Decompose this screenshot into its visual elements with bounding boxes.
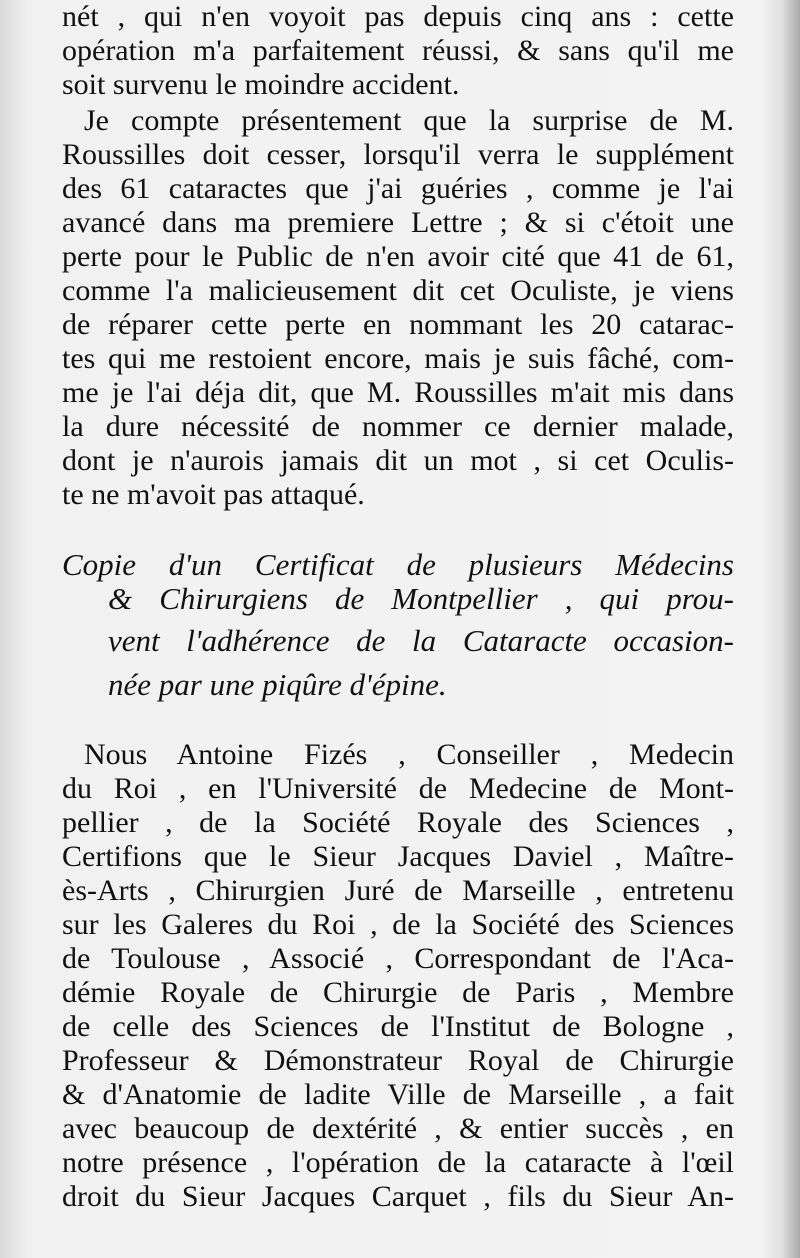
- section-heading: Copie d'un Certificat de plusieurs Médecins: [62, 547, 734, 582]
- text-line: nét , qui n'en voyoit pas depuis cinq ans : cette: [62, 0, 734, 33]
- text-line: de réparer cette perte en nommant les 20 catarac-: [62, 308, 734, 341]
- text-line: avancé dans ma premiere Lettre ; & si c'étoit une: [62, 206, 734, 239]
- text-line: droit du Sieur Jacques Carquet , fils du Sieur An-: [62, 1180, 734, 1213]
- text-line: ès-Arts , Chirurgien Juré de Marseille , entretenu: [62, 874, 734, 907]
- section-heading: née par une piqûre d'épine.: [108, 667, 447, 702]
- text-line: me je l'ai déja dit, que M. Roussilles m'ait mis dans: [62, 376, 734, 409]
- text-line: tes qui me restoient encore, mais je suis fâché, com-: [62, 342, 734, 375]
- text-line: comme l'a malicieusement dit cet Oculiste, je viens: [62, 274, 734, 307]
- text-line: opération m'a parfaitement réussi, & sans qu'il me: [62, 34, 734, 67]
- text-line: notre présence , l'opération de la cataracte à l'œil: [62, 1146, 734, 1179]
- text-line: la dure nécessité de nommer ce dernier malade,: [62, 410, 734, 443]
- page-edge-shadow: [782, 0, 800, 1258]
- text-line: soit survenu le moindre accident.: [62, 68, 460, 101]
- text-line: te ne m'avoit pas attaqué.: [62, 478, 365, 511]
- text-line: Certifions que le Sieur Jacques Daviel , Maître-: [62, 840, 734, 873]
- text-line: pellier , de la Société Royale des Sciences ,: [62, 806, 734, 839]
- text-line: Professeur & Démonstrateur Royal de Chirurgie: [62, 1044, 734, 1077]
- section-heading: & Chirurgiens de Montpellier , qui prou-: [108, 581, 734, 616]
- text-line: de celle des Sciences de l'Institut de Bologne ,: [62, 1010, 734, 1043]
- text-line: démie Royale de Chirurgie de Paris , Membre: [62, 976, 734, 1009]
- text-line: & d'Anatomie de ladite Ville de Marseille , a fait: [62, 1078, 734, 1111]
- text-line: du Roi , en l'Université de Medecine de Mont-: [62, 772, 734, 805]
- text-line: sur les Galeres du Roi , de la Société des Sciences: [62, 908, 734, 941]
- text-line: dont je n'aurois jamais dit un mot , si cet Oculis-: [62, 444, 734, 477]
- text-line: perte pour le Public de n'en avoir cité que 41 de 61,: [62, 240, 734, 273]
- text-line: de Toulouse , Associé , Correspondant de l'Aca-: [62, 942, 734, 975]
- text-line: Je compte présentement que la surprise de M.: [84, 104, 734, 137]
- section-heading: vent l'adhérence de la Cataracte occasion-: [108, 623, 734, 658]
- text-line: Roussilles doit cesser, lorsqu'il verra le supplément: [62, 138, 734, 171]
- text-line: des 61 cataractes que j'ai guéries , comme je l'ai: [62, 172, 734, 205]
- text-line: avec beaucoup de dextérité , & entier succès , en: [62, 1112, 734, 1145]
- text-line: Nous Antoine Fizés , Conseiller , Medecin: [84, 738, 734, 771]
